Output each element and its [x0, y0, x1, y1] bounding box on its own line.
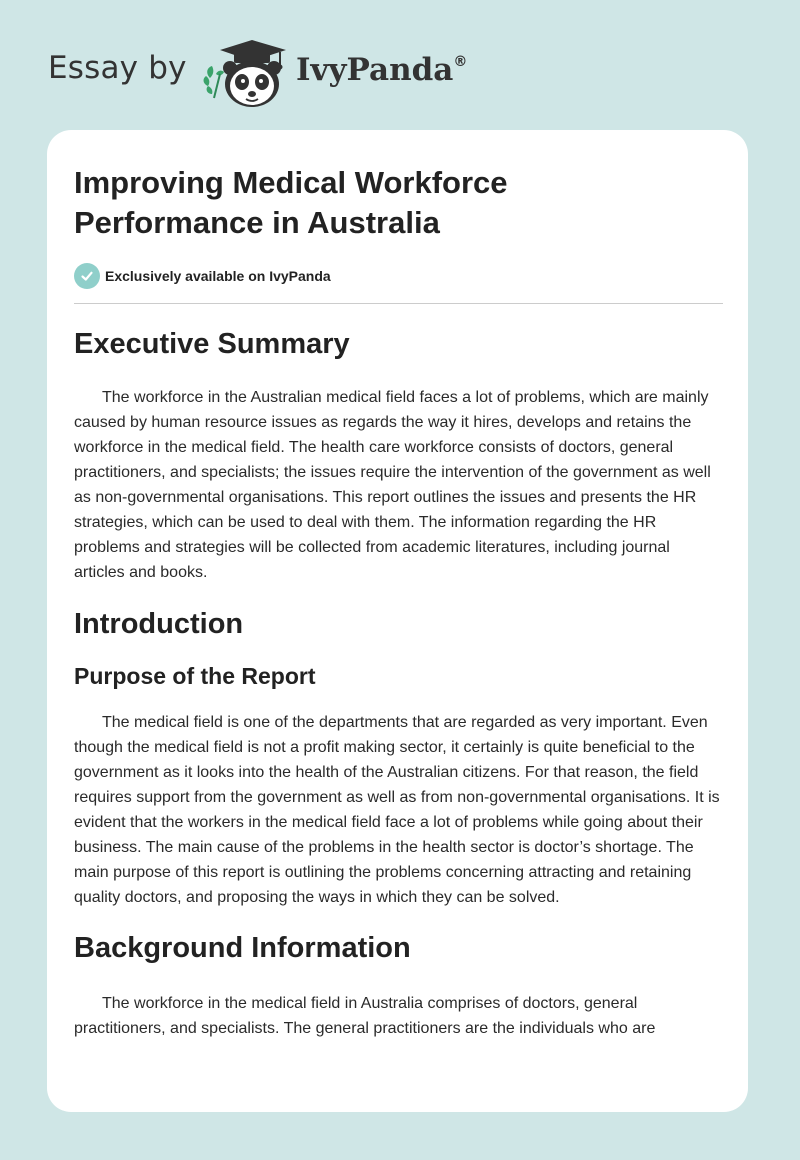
brand-name: IvyPanda — [296, 52, 454, 88]
paragraph-executive-summary: The workforce in the Australian medical field faces a lot of problems, which are mainly caused by human resource issues as regards the way it hires, develops and retains the workforce in the medical field. The health care workforce consists of doctors, general practitioners, and specialists; the issues require the intervention of the government as well as non-governmental organisations. This report outlines the issues and presents the HR strategies, which can be used to deal with them. The information regarding the HR problems and strategies will be collected from academic literatures, including journal articles and books. — [74, 389, 711, 581]
registered-mark: ® — [453, 54, 468, 70]
check-circle-icon — [74, 263, 100, 289]
heading-background-information: Background Information — [74, 932, 411, 964]
exclusive-badge — [74, 263, 331, 289]
site-header — [0, 0, 800, 130]
essay-title: Improving Medical Workforce Performance in Australia — [74, 165, 508, 240]
essay-by-label: Essay by — [48, 50, 187, 86]
divider — [74, 303, 723, 304]
heading-executive-summary: Executive Summary — [74, 328, 350, 360]
paragraph-background-information: The workforce in the medical field in Australia comprises of doctors, general practitioners, and specialists. The general practitioners are the individuals who are — [74, 995, 656, 1037]
panda-graduate-logo-icon[interactable] — [200, 34, 292, 110]
brand-logo-text[interactable] — [296, 52, 467, 88]
essay-body — [74, 324, 724, 1041]
exclusive-label: Exclusively available on IvyPanda — [105, 268, 331, 284]
paragraph-purpose-of-report: The medical field is one of the departments that are regarded as very important. Even though the medical field is not a profit making sector, it certainly is quite beneficial to the government as it looks into the health of the Australian citizens. For that reason, the field requires support from the government as well as from non-governmental organisations. It is evident that the workers in the medical field face a lot of problems while going about their business. The main cause of the problems in the health sector is doctor’s shortage. The main purpose of this report is outlining the problems concerning attracting and retaining quality doctors, and proposing the ways in which they can be solved. — [74, 714, 720, 906]
heading-introduction: Introduction — [74, 608, 244, 640]
heading-purpose-of-report: Purpose of the Report — [74, 663, 316, 689]
essay-card — [47, 130, 748, 1112]
